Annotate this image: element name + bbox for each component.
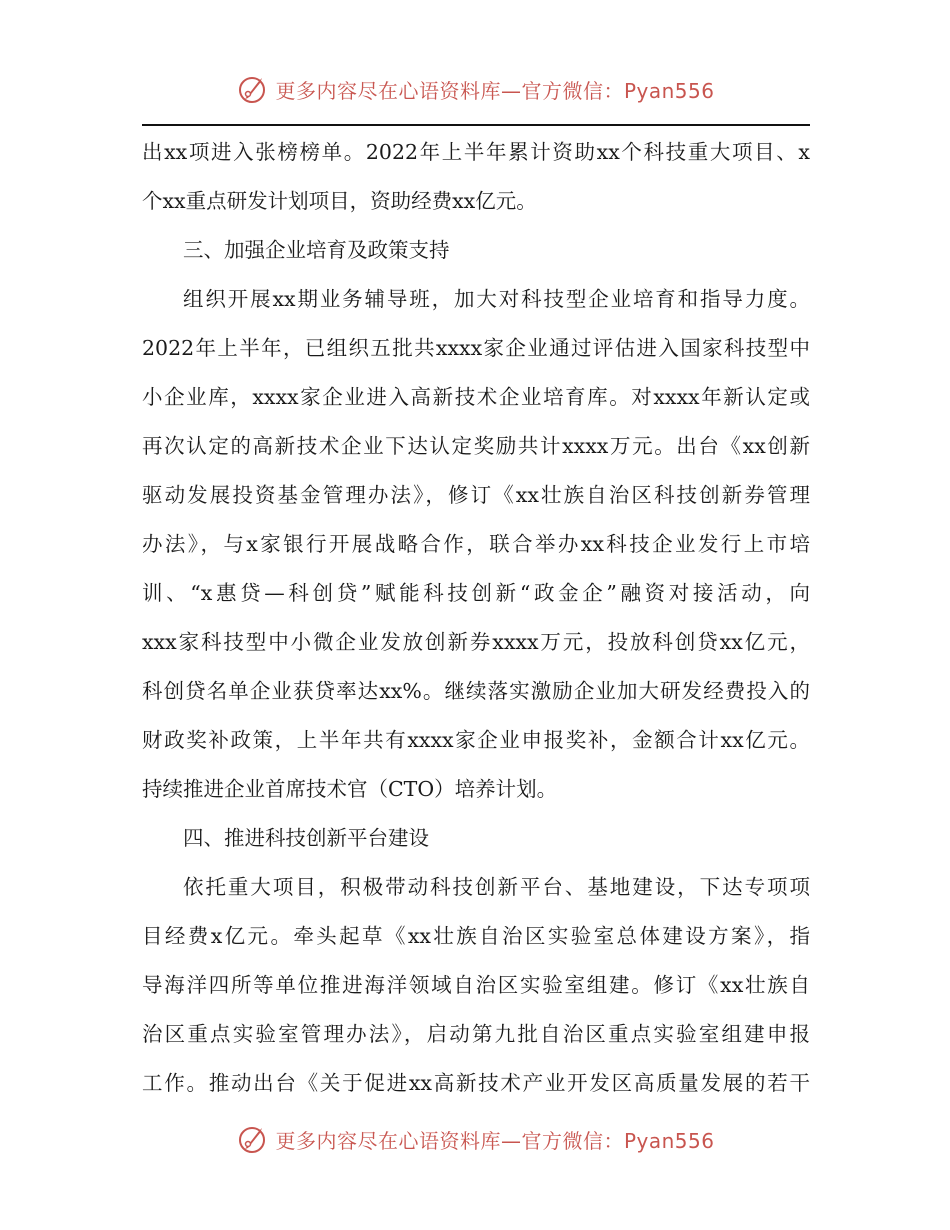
body-line: 目经费x亿元。牵头起草《xx壮族自治区实验室总体建设方案》，指 — [142, 924, 810, 948]
body-line: 治区重点实验室管理办法》，启动第九批自治区重点实验室组建申报 — [142, 1022, 810, 1046]
body-line: 导海洋四所等单位推进海洋领域自治区实验室组建。修订《xx壮族自 — [142, 973, 810, 997]
body-line: 持续推进企业首席技术官（CTO）培养计划。 — [142, 777, 558, 801]
body-line: 科创贷名单企业获贷率达xx%。继续落实激励企业加大研发经费投入的 — [142, 679, 810, 703]
footer-banner — [0, 1116, 950, 1162]
body-line: 小企业库，xxxx家企业进入高新技术企业培育库。对xxxx年新认定或 — [142, 385, 810, 409]
section-heading: 四、推进科技创新平台建设 — [183, 826, 429, 850]
body-line: 再次认定的高新技术企业下达认定奖励共计xxxx万元。出台《xx创新 — [142, 434, 810, 458]
body-line: 组织开展xx期业务辅导班，加大对科技型企业培育和指导力度。 — [183, 287, 810, 311]
body-line: 个xx重点研发计划项目，资助经费xx亿元。 — [142, 189, 537, 213]
body-line: 工作。推动出台《关于促进xx高新技术产业开发区高质量发展的若干 — [142, 1071, 810, 1095]
header-banner — [0, 66, 950, 112]
footer-banner-text: 更多内容尽在心语资料库—官方微信：Pyan556 — [275, 1128, 715, 1153]
quill-logo-icon — [235, 1122, 269, 1156]
quill-logo-icon — [235, 72, 269, 106]
body-line: 2022年上半年，已组织五批共xxxx家企业通过评估进入国家科技型中 — [142, 336, 810, 360]
document-body — [142, 128, 810, 1108]
body-line: 办法》，与x家银行开展战略合作，联合举办xx科技企业发行上市培 — [142, 532, 810, 556]
section-heading: 三、加强企业培育及政策支持 — [183, 238, 450, 262]
body-line: 依托重大项目，积极带动科技创新平台、基地建设，下达专项项 — [183, 875, 810, 899]
body-line: 财政奖补政策，上半年共有xxxx家企业申报奖补，金额合计xx亿元。 — [142, 728, 810, 752]
header-rule — [142, 124, 810, 126]
body-line: 驱动发展投资基金管理办法》，修订《xx壮族自治区科技创新券管理 — [142, 483, 810, 507]
header-banner-text: 更多内容尽在心语资料库—官方微信：Pyan556 — [275, 78, 715, 103]
body-line: 出xx项进入张榜榜单。2022年上半年累计资助xx个科技重大项目、x — [142, 140, 810, 164]
body-line: 训、“x惠贷—科创贷”赋能科技创新“政金企”融资对接活动，向 — [142, 581, 810, 605]
body-line: xxx家科技型中小微企业发放创新券xxxx万元，投放科创贷xx亿元， — [142, 630, 810, 654]
